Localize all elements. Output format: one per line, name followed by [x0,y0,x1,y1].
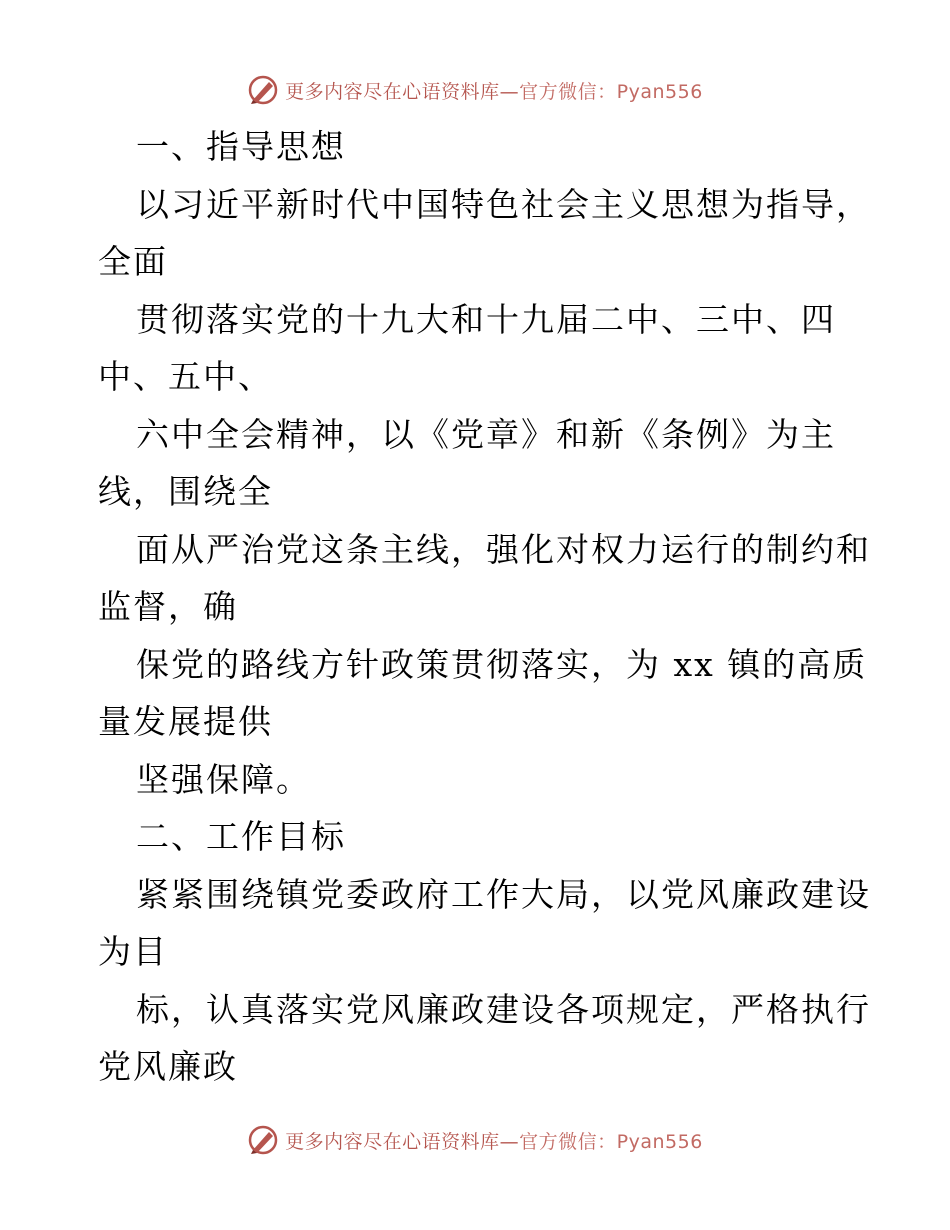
footer-banner-wechat: 官方微信：Pyan556 [519,1130,703,1153]
pen-logo-icon [247,74,279,106]
header-banner-wechat: 官方微信：Pyan556 [519,80,703,103]
paragraph-line: 标，认真落实党风廉政建设各项规定，严格执行 [136,989,871,1029]
paragraph-line: 党风廉政 [98,1047,238,1086]
paragraph-line: 面从严治党这条主线，强化对权力运行的制约和 [136,529,871,569]
paragraph-line: 中、五中、 [98,357,273,396]
pen-logo-icon [247,1124,279,1156]
footer-watermark-banner [0,1120,950,1160]
paragraph-line: 为目 [98,932,168,971]
header-watermark-banner [0,70,950,110]
paragraph-line: 紧紧围绕镇党委政府工作大局，以党风廉政建设 [136,874,871,914]
document-body [98,118,871,1096]
paragraph-line: 保党的路线方针政策贯彻落实，为 xx 镇的高质 [136,644,868,684]
paragraph-line: 以习近平新时代中国特色社会主义思想为指导， [136,184,871,224]
heading-guiding-ideology: 一、指导思想 [136,127,346,166]
paragraph-line: 六中全会精神，以《党章》和新《条例》为主 [136,414,836,454]
heading-work-goals: 二、工作目标 [136,817,346,856]
paragraph-line: 监督，确 [98,587,238,626]
paragraph-line: 贯彻落实党的十九大和十九届二中、三中、四 [136,299,836,339]
header-banner-text: 更多内容尽在心语资料库— [285,80,520,103]
paragraph-line: 量发展提供 [98,702,273,741]
paragraph-line: 线，围绕全 [98,472,273,511]
footer-banner-text: 更多内容尽在心语资料库— [285,1130,520,1153]
paragraph-line: 坚强保障。 [136,759,311,799]
paragraph-line: 全面 [98,242,168,281]
